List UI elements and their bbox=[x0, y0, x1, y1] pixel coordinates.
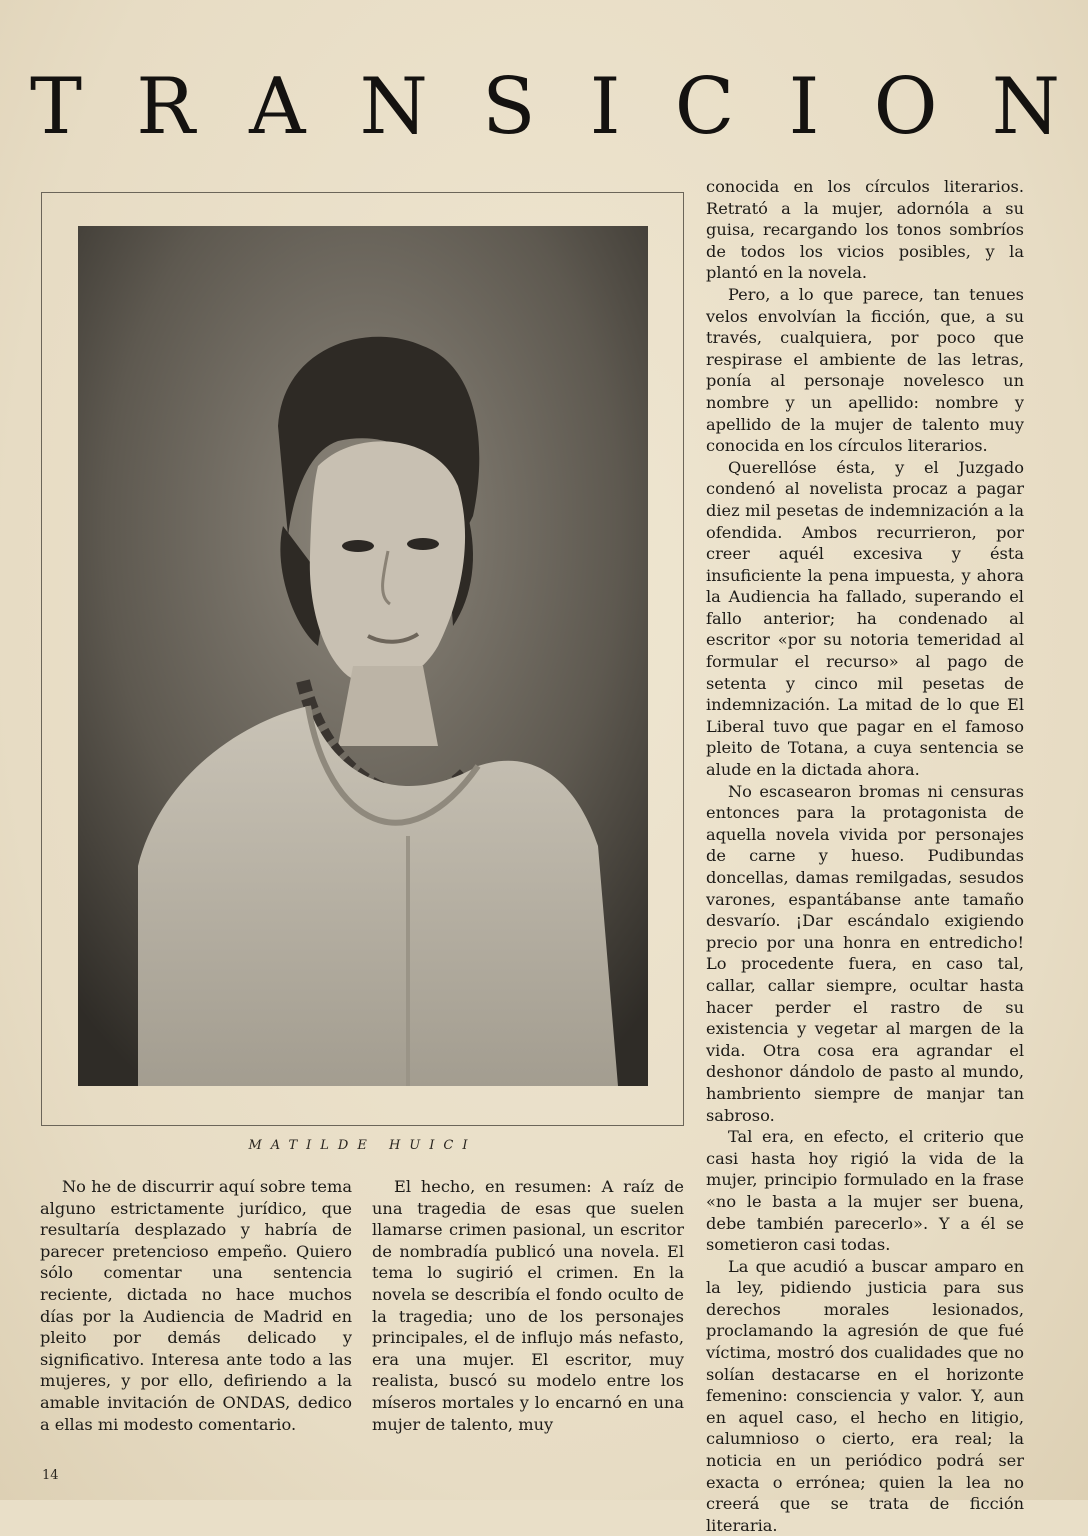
article-column-1 bbox=[40, 1176, 352, 1435]
title-letter: A bbox=[249, 62, 306, 152]
title-letter: N bbox=[359, 62, 428, 152]
title-letter: I bbox=[788, 62, 820, 152]
paragraph: Querellóse ésta, y el Juzgado condenó al novelista procaz a pagar diez mil pesetas de indemnización a la ofendida. Ambos recurrieron, por creer aquél excesiva y ésta insuficiente la pena impuesta, y ahora la Audiencia ha fallado, superando el fallo anterior; ha condenado al escritor «por su notoria temeridad al formular el recurso» al pago de setenta y cinco mil pesetas de indemnización. La mitad de lo que El Liberal tuvo que pagar en el famoso pleito de Totana, a cuya sentencia se alude en la dictada ahora. bbox=[706, 457, 1024, 780]
paragraph: conocida en los círculos literarios. Retrató a la mujer, adornóla a su guisa, recargando los tonos sombríos de todos los vicios posibles, y la plantó en la novela. bbox=[706, 177, 1024, 283]
title-letter: T bbox=[30, 62, 83, 152]
paragraph: El hecho, en resumen: A raíz de una tragedia de esas que suelen llamarse crimen pasional, un escritor de nombradía publicó una novela. El tema lo sugirió el crimen. En la novela se describía el fondo oculto de la tragedia; uno de los personajes principales, el de influjo más nefasto, era una mujer. El escritor, muy realista, buscó su modelo entre los míseros mortales y lo encarnó en una mujer de talento, muy bbox=[372, 1177, 684, 1434]
paragraph: La que acudió a buscar amparo en la ley, pidiendo justicia para sus derechos morales lesionados, proclamando la agresión de que fué víctima, mostró dos cualidades que no solían destacarse en el horizonte femenino: consciencia y valor. Y, aun en aquel caso, el hecho en litigio, calumnioso o cierto, era real; la noticia en un periódico podrá ser exacta o errónea; quien la lea no creerá que se trata de ficción literaria. bbox=[706, 1256, 1024, 1535]
article-column-3 bbox=[706, 176, 1024, 1536]
title-letter: R bbox=[136, 62, 195, 152]
paragraph: Pero, a lo que parece, tan tenues velos envolvían la ficción, que, a su través, cualquiera, por poco que respirase el ambiente de las letras, ponía al personaje novelesco un nombre y un apellido: nombre y apellido de la mujer de talento muy conocida en los círculos literarios. bbox=[706, 284, 1024, 456]
paragraph: No escasearon bromas ni censuras entonces para la protagonista de aquella novela vivida por personajes de carne y hueso. Pudibundas doncellas, damas remilgadas, sesudos varones, espantábanse ante tamaño desvarío. ¡Dar escándalo exigiendo precio por una honra en entredicho! Lo procedente fuera, en caso tal, callar, callar siempre, ocultar hasta hacer perder el rastro de su existencia y vegetar al margen de la vida. Otra cosa era agrandar el deshonor dándolo de pasto al mundo, hambriento siempre de manjar tan sabroso. bbox=[706, 781, 1024, 1125]
article-column-2 bbox=[372, 1176, 684, 1435]
title-letter: I bbox=[589, 62, 621, 152]
article-title bbox=[30, 62, 1060, 152]
title-letter: N bbox=[991, 62, 1060, 152]
portrait-illustration bbox=[78, 226, 648, 1086]
portrait-photo bbox=[78, 226, 648, 1086]
paragraph: Tal era, en efecto, el criterio que casi hasta hoy rigió la vida de la mujer, principio formulado en la frase «no le basta a la mujer ser buena, debe también parecerlo». Y a él se sometieron casi todas. bbox=[706, 1127, 1024, 1255]
title-letter: S bbox=[482, 62, 536, 152]
page-number: 14 bbox=[42, 1468, 59, 1483]
photo-caption: MATILDE HUICI bbox=[248, 1138, 477, 1153]
title-letter: O bbox=[873, 62, 938, 152]
title-letter: C bbox=[674, 62, 735, 152]
paragraph: No he de discurrir aquí sobre tema alguno estrictamente jurídico, que resultaría desplazado y habría de parecer pretencioso empeño. Quiero sólo comentar una sentencia reciente, dictada no hace muchos días por la Audiencia de Madrid en pleito por demás delicado y significativo. Interesa ante todo a las mujeres, y por ello, defiriendo a la amable invitación de ONDAS, dedico a ellas mi modesto comentario. bbox=[40, 1177, 352, 1434]
